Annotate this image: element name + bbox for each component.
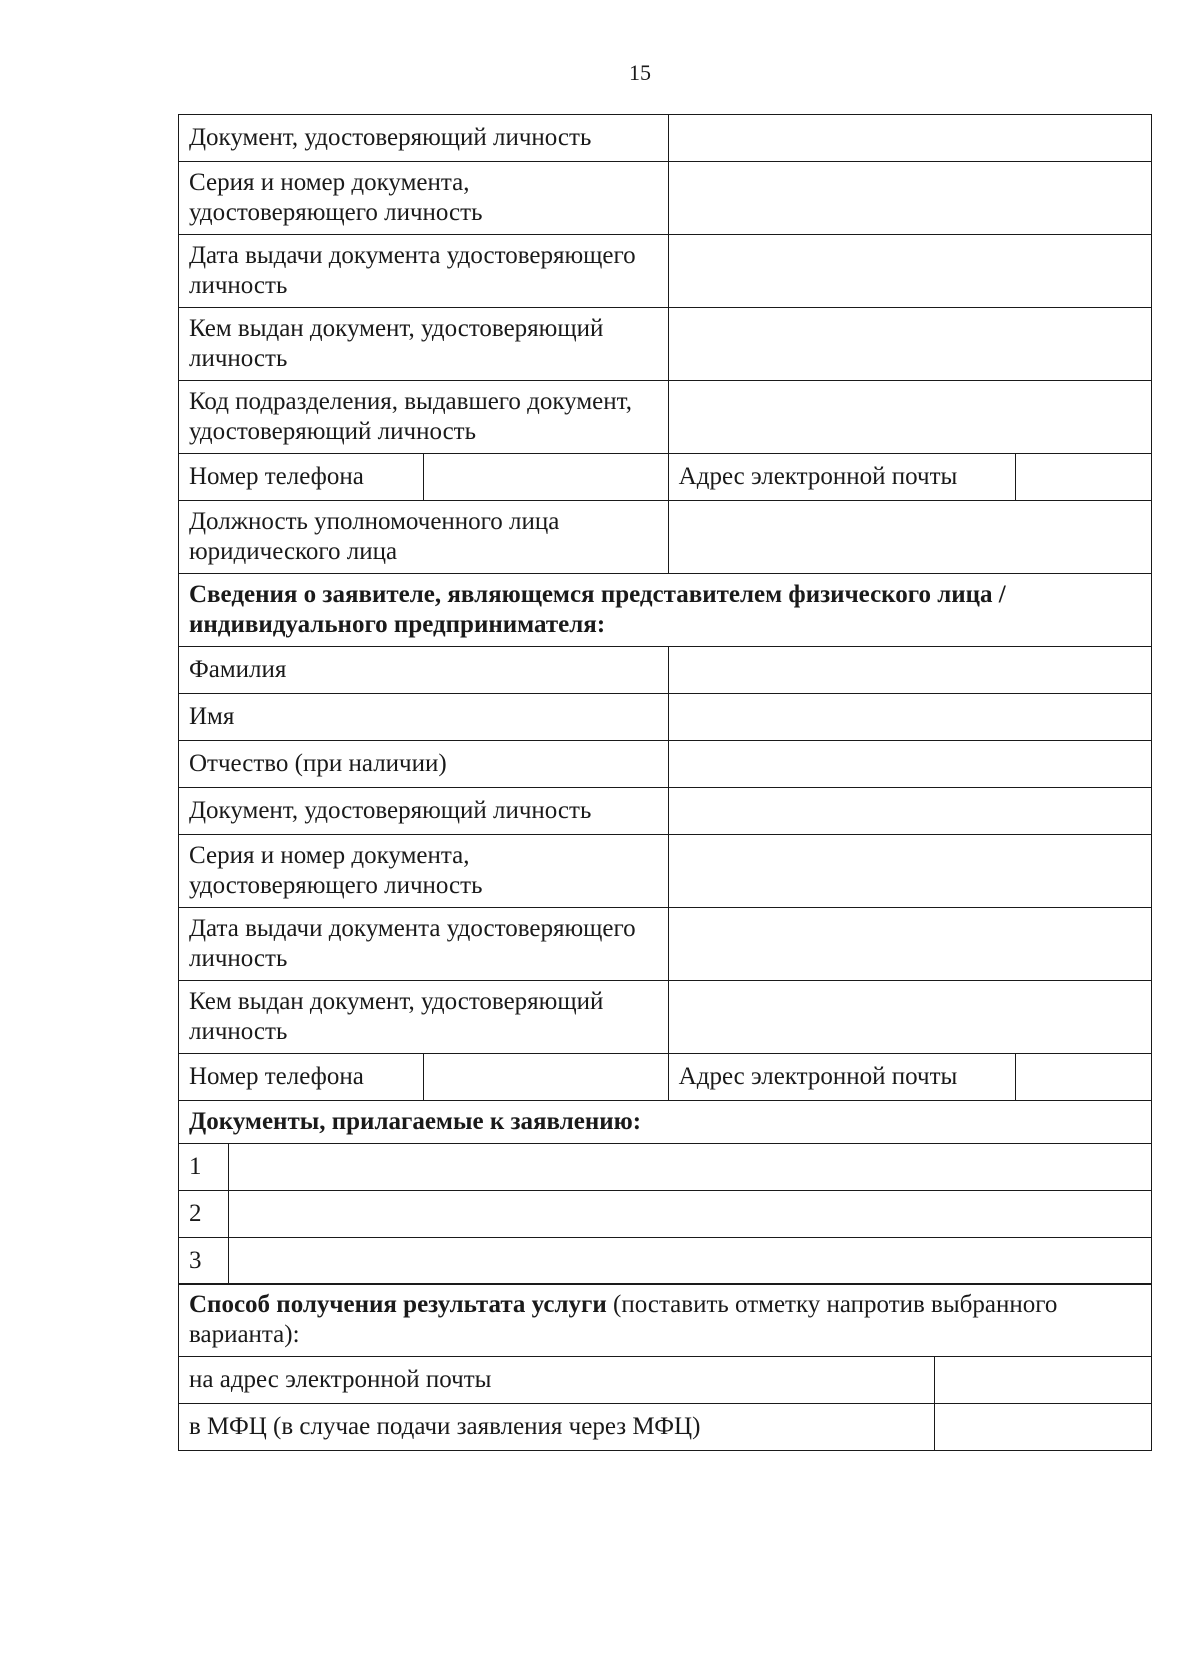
- position-field[interactable]: [668, 501, 1151, 574]
- form-row: [179, 908, 1152, 981]
- result-option-row: [179, 1404, 1152, 1451]
- form-row: [179, 381, 1152, 454]
- rep-issue-date-field[interactable]: [668, 908, 1151, 981]
- section-header-row: [179, 574, 1152, 647]
- phone-field[interactable]: [423, 454, 668, 501]
- field-label: Кем выдан документ, удостоверяющий личность: [179, 308, 669, 381]
- document-row: [179, 1237, 1152, 1284]
- field-label: Код подразделения, выдавшего документ, удостоверяющий личность: [179, 381, 669, 454]
- section-title-documents: Документы, прилагаемые к заявлению:: [179, 1101, 1152, 1144]
- field-label: Документ, удостоверяющий личность: [179, 788, 669, 835]
- document-number: 1: [179, 1143, 229, 1190]
- form-row: [179, 788, 1152, 835]
- document-number-field[interactable]: [668, 162, 1151, 235]
- patronymic-field[interactable]: [668, 741, 1151, 788]
- page-number: 15: [629, 60, 651, 85]
- result-table: [178, 1283, 1152, 1451]
- document-row: [179, 1190, 1152, 1237]
- section-header-row: [179, 1284, 1152, 1357]
- form-table: [178, 114, 1152, 1144]
- field-label: Дата выдачи документа удостоверяющего личность: [179, 908, 669, 981]
- form-row: [179, 981, 1152, 1054]
- form-row: [179, 647, 1152, 694]
- form-row: [179, 235, 1152, 308]
- rep-issued-by-field[interactable]: [668, 981, 1151, 1054]
- document-entry-field[interactable]: [229, 1190, 1152, 1237]
- result-option-checkbox[interactable]: [935, 1404, 1152, 1451]
- document-number: 2: [179, 1190, 229, 1237]
- issue-date-field[interactable]: [668, 235, 1151, 308]
- document-type-field[interactable]: [668, 115, 1151, 162]
- section-title-representative: Сведения о заявителе, являющемся представителем физического лица / индивидуального предпринимателя:: [179, 574, 1152, 647]
- form-row: [179, 162, 1152, 235]
- section-header-row: [179, 1101, 1152, 1144]
- result-option-label: на адрес электронной почты: [179, 1357, 935, 1404]
- section-title-result: [179, 1284, 1152, 1357]
- documents-table: [178, 1143, 1152, 1285]
- result-option-label: в МФЦ (в случае подачи заявления через МФЦ): [179, 1404, 935, 1451]
- form-row: [179, 694, 1152, 741]
- form-row: [179, 454, 1152, 501]
- form-row: [179, 1054, 1152, 1101]
- name-field[interactable]: [668, 694, 1151, 741]
- rep-document-type-field[interactable]: [668, 788, 1151, 835]
- result-option-row: [179, 1357, 1152, 1404]
- phone-label: Номер телефона: [179, 1054, 424, 1101]
- result-title-note: (поставить отметку напротив выбранного варианта):: [189, 1291, 1058, 1348]
- field-label: Должность уполномоченного лица юридического лица: [179, 501, 669, 574]
- form-row: [179, 741, 1152, 788]
- email-field[interactable]: [1015, 454, 1151, 501]
- surname-field[interactable]: [668, 647, 1151, 694]
- field-label: Серия и номер документа, удостоверяющего личность: [179, 835, 669, 908]
- form-row: [179, 308, 1152, 381]
- form-row: [179, 501, 1152, 574]
- form-row: [179, 115, 1152, 162]
- field-label: Дата выдачи документа удостоверяющего личность: [179, 235, 669, 308]
- rep-phone-field[interactable]: [423, 1054, 668, 1101]
- document-entry-field[interactable]: [229, 1143, 1152, 1190]
- document-number: 3: [179, 1237, 229, 1284]
- rep-email-field[interactable]: [1015, 1054, 1151, 1101]
- field-label: Отчество (при наличии): [179, 741, 669, 788]
- field-label: Имя: [179, 694, 669, 741]
- field-label: Документ, удостоверяющий личность: [179, 115, 669, 162]
- result-option-checkbox[interactable]: [935, 1357, 1152, 1404]
- form-row: [179, 835, 1152, 908]
- document-row: [179, 1143, 1152, 1190]
- issued-by-field[interactable]: [668, 308, 1151, 381]
- application-form: [178, 114, 1152, 1451]
- field-label: Фамилия: [179, 647, 669, 694]
- document-entry-field[interactable]: [229, 1237, 1152, 1284]
- field-label: Кем выдан документ, удостоверяющий личность: [179, 981, 669, 1054]
- email-label: Адрес электронной почты: [668, 1054, 1015, 1101]
- field-label: Серия и номер документа, удостоверяющего личность: [179, 162, 669, 235]
- phone-label: Номер телефона: [179, 454, 424, 501]
- email-label: Адрес электронной почты: [668, 454, 1015, 501]
- result-title-bold: Способ получения результата услуги: [189, 1291, 607, 1318]
- division-code-field[interactable]: [668, 381, 1151, 454]
- rep-document-number-field[interactable]: [668, 835, 1151, 908]
